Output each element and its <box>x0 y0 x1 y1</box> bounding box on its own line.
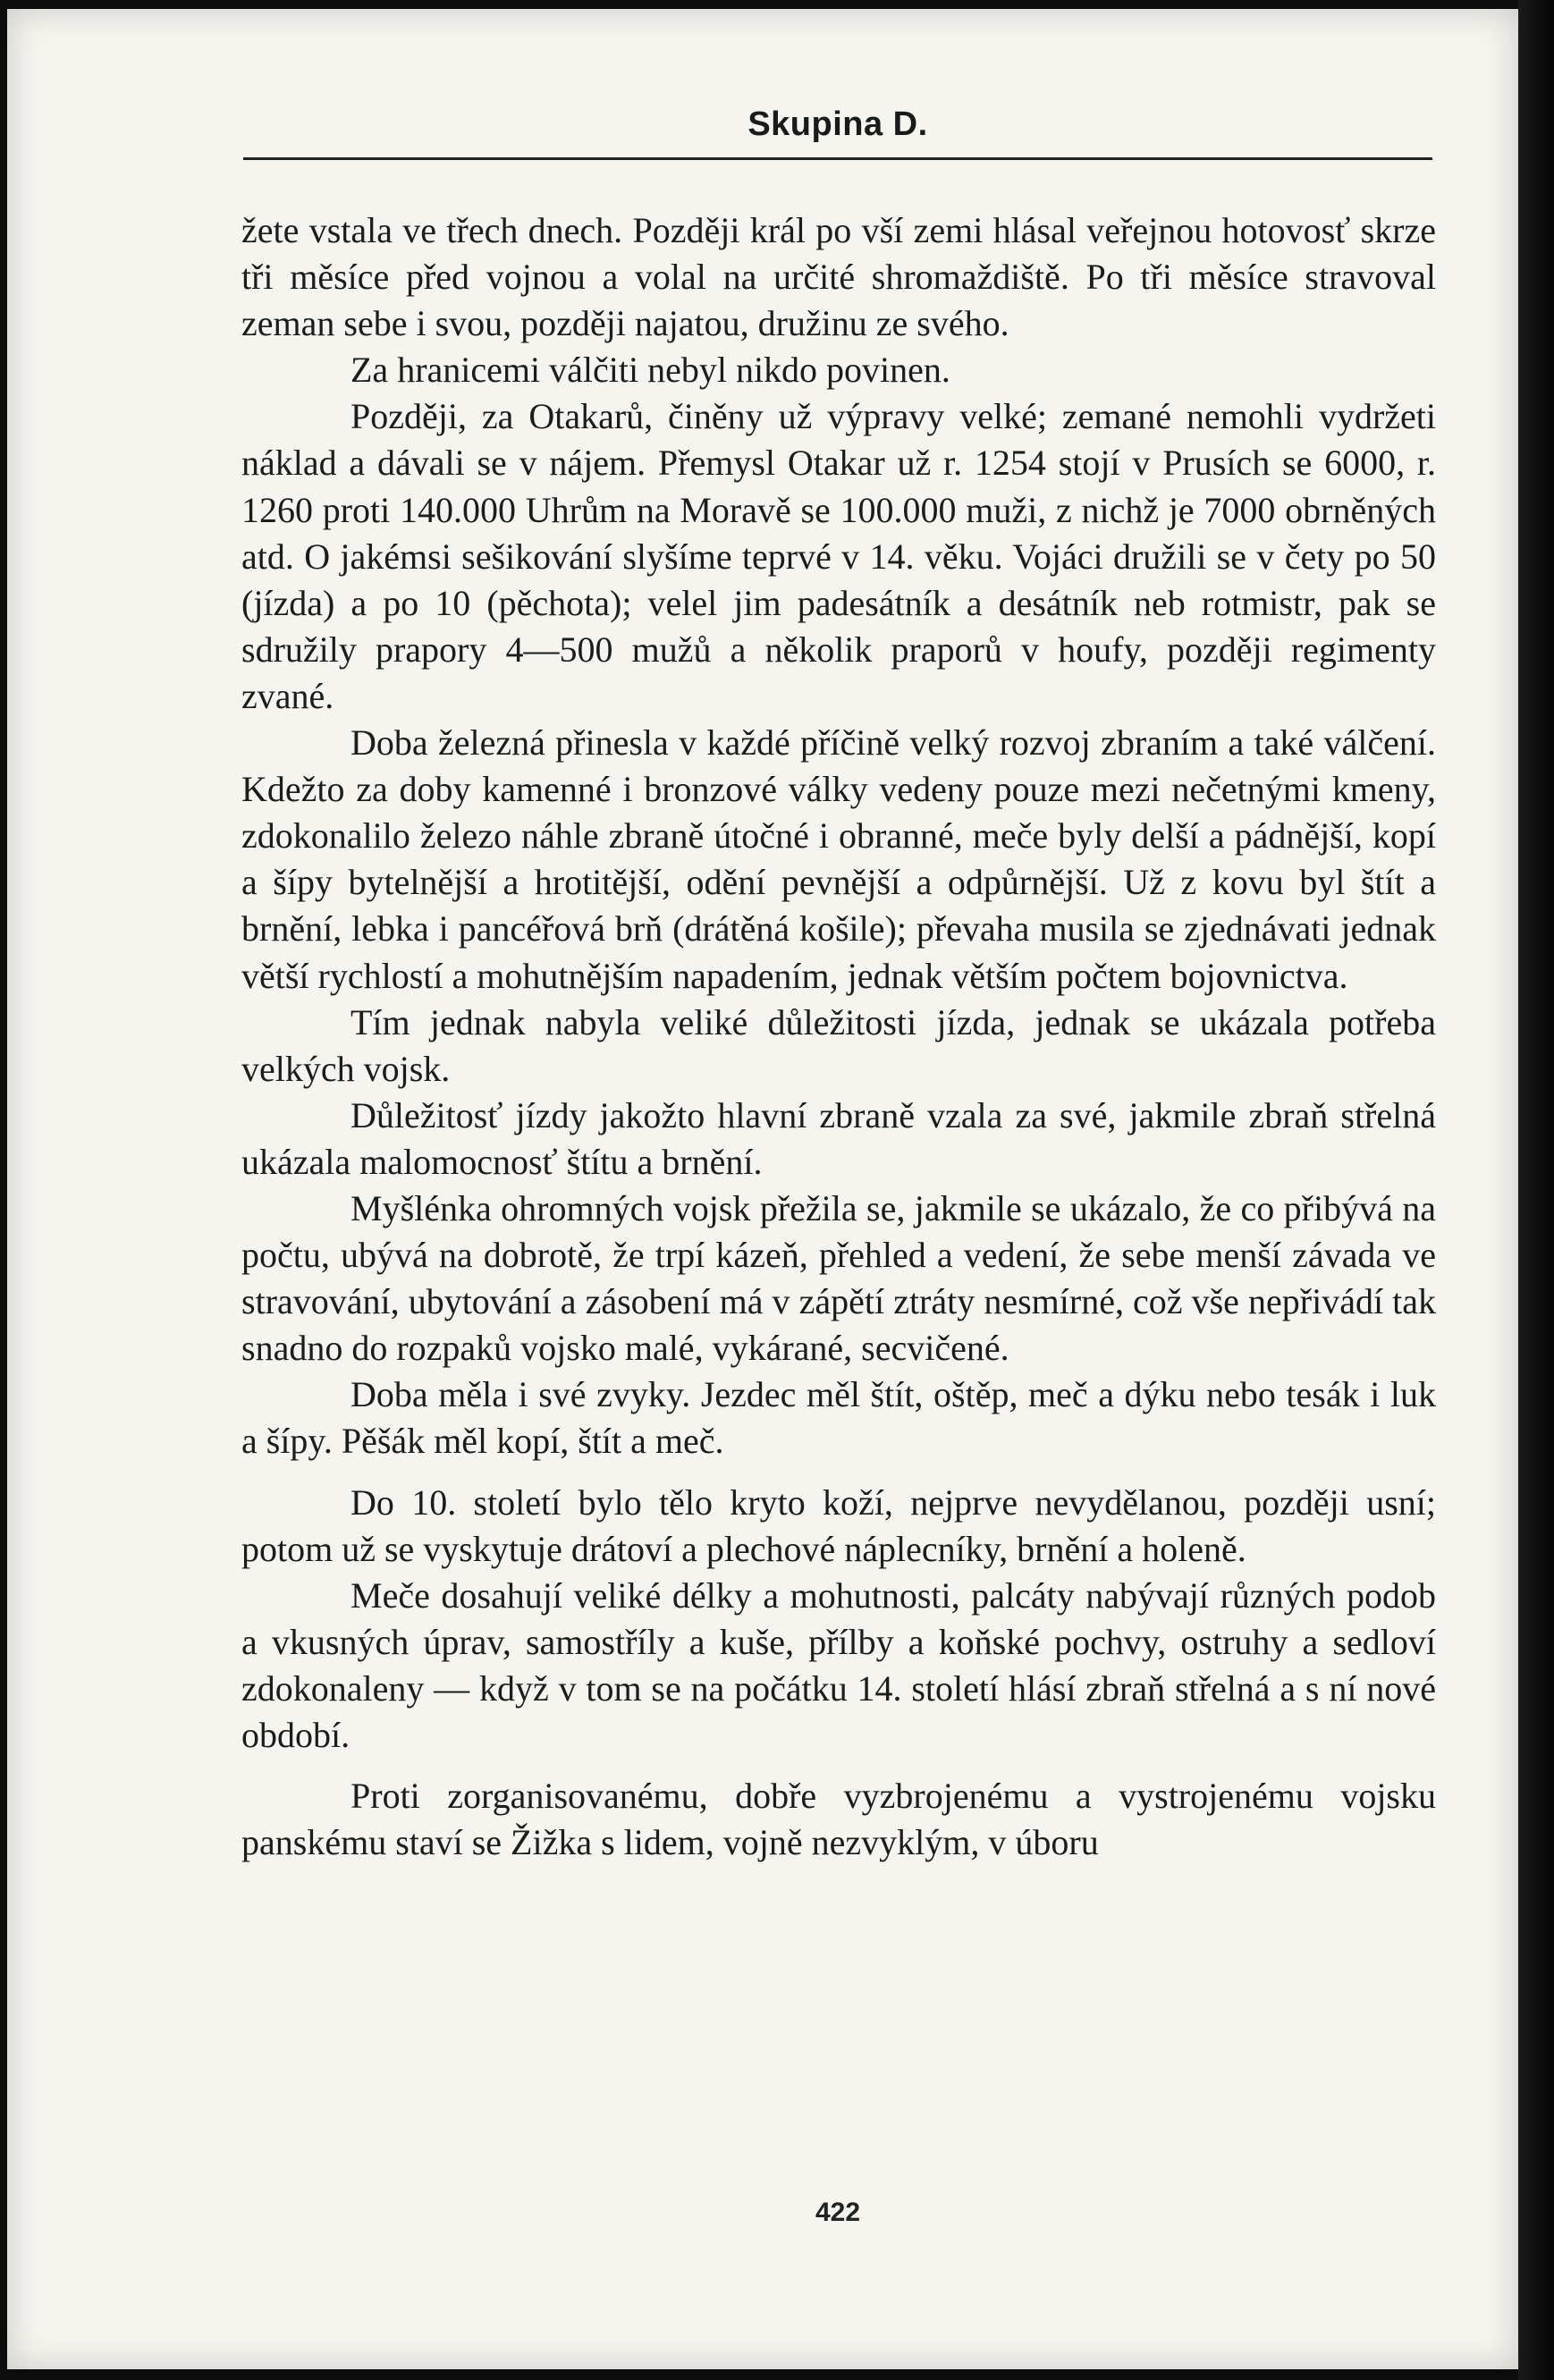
paragraph: Důležitosť jízdy jakožto hlavní zbraně vzala za své, jakmile zbraň střelná ukázala malomocnosť štítu a brnění. <box>241 1094 1436 1182</box>
paragraph: Později, za Otakarů, činěny už výpravy velké; zemané nemohli vydržeti náklad a dávali se v nájem. Přemysl Otakar už r. 1254 stojí v Prusích se 6000, r. 1260 proti 140.000 Uhrům na Moravě se 100.000 muži, z nichž je 7000 obrněných atd. O jakémsi sešikování slyšíme teprvé v 14. věku. Vojáci družili se v čety po 50 (jízda) a po 10 (pěchota); velel jim padesátník a desátník neb rotmistr, pak se sdružily prapory 4—500 mužů a několik praporů v houfy, později regimenty zvané. <box>241 396 1436 716</box>
header-rule <box>243 157 1432 160</box>
scan-edge-shadow <box>1518 0 1554 2380</box>
paragraph: Proti zorganisovanému, dobře vyzbrojenému a vystrojenému vojsku panskému staví se Žižka s lidem, vojně nezvyklým, v úboru <box>241 1776 1436 1863</box>
body-text <box>241 207 1436 1866</box>
paragraph: Meče dosahují veliké délky a mohutnosti, palcáty nabývají různých podob a vkusných úprav, samostříly a kuše, přílby a koňské pochvy, ostruhy a sedloví zdokonaleny — když v tom se na počátku 14. století hlásí zbraň střelná a s ní nové období. <box>241 1574 1436 1755</box>
paragraph: Do 10. století bylo tělo kryto koží, nejprve nevydělanou, později usní; potom už se vyskytuje drátoví a plechové náplecníky, brnění a holeně. <box>241 1481 1436 1569</box>
running-header: Skupina D. <box>747 105 928 143</box>
paragraph: Za hranicemi válčiti nebyl nikdo povinen. <box>350 350 950 391</box>
paragraph: Doba měla i své zvyky. Jezdec měl štít, oštěp, meč a dýku nebo tesák i luk a šípy. Pěšák měl kopí, štít a meč. <box>241 1374 1436 1462</box>
paragraph: Doba železná přinesla v každé příčině velký rozvoj zbraním a také válčení. Kdežto za doby kamenné i bronzové války vedeny pouze mezi nečetnými kmeny, zdokonalilo železo náhle zbraně útočné i obranné, meče byly delší a pádnější, kopí a šípy bytelnější a hrotitější, odění pevnější a odpůrnější. Už z kovu byl štít a brnění, lebka i pancéřová brň (drátěná košile); převaha musila se zjednávati jednak větší rychlostí a mohutnějším napadením, jednak větším počtem bojovnictva. <box>241 722 1436 996</box>
paragraph: Tím jednak nabyla veliké důležitosti jízda, jednak se ukázala potřeba velkých vojsk. <box>241 1001 1436 1089</box>
paragraph: žete vstala ve třech dnech. Později král po vší zemi hlásal veřejnou hotovosť skrze tři měsíce před vojnou a volal na určité shromaždiště. Po tři měsíce stravoval zeman sebe i svou, později najatou, družinu ze svého. <box>241 210 1436 344</box>
page-number: 422 <box>815 2198 861 2227</box>
paragraph: Myšlénka ohromných vojsk přežila se, jakmile se ukázalo, že co přibývá na počtu, ubývá na dobrotě, že trpí kázeň, přehled a vedení, že sebe menší závada ve stravování, ubytování a zásobení má v zápětí ztráty nesmírné, což vše nepřivádí tak snadno do rozpaků vojsko malé, vykárané, secvičené. <box>241 1187 1436 1369</box>
